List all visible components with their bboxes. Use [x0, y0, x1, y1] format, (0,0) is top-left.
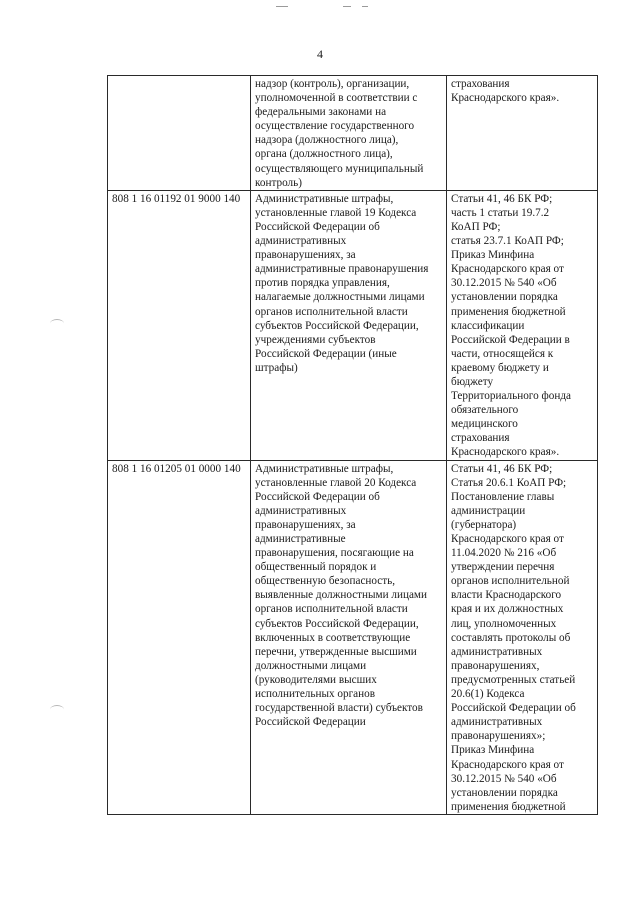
cell-text-line: установлении порядка: [451, 786, 558, 799]
cell-text-line: Российской Федерации (иные: [255, 347, 397, 360]
cell-text-line: Административные штрафы,: [255, 192, 394, 205]
cell-text-line: правонарушения, посягающие на: [255, 547, 414, 560]
cell-text-line: Административные штрафы,: [255, 462, 394, 475]
cell-text-line: уполномоченной в соответствии с: [255, 92, 418, 105]
scan-artifact: [362, 6, 368, 7]
cell-text-line: административных: [451, 716, 543, 729]
cell-text-line: общественную безопасность,: [255, 575, 396, 588]
cell-text-line: административных: [451, 645, 543, 658]
cell-text-line: часть 1 статьи 19.7.2: [451, 206, 550, 219]
cell-text-line: органа (должностного лица),: [255, 148, 393, 161]
cell-text-line: субъектов Российской Федерации,: [255, 617, 419, 630]
budget-classification-table: [107, 75, 598, 815]
cell-text-line: применения бюджетной: [451, 800, 566, 813]
cell-text-line: установленные главой 19 Кодекса: [255, 206, 417, 219]
cell-text-line: Российской Федерации об: [255, 220, 380, 233]
cell-text-line: федеральными законами на: [255, 106, 387, 119]
cell-text-line: 30.12.2015 № 540 «Об: [451, 772, 557, 785]
cell-text-line: правонарушениях, за: [255, 249, 356, 262]
cell-text-line: статья 23.7.1 КоАП РФ;: [451, 235, 564, 248]
row-code: 808 1 16 01192 01 9000 140: [108, 190, 251, 460]
row-description: [251, 76, 447, 191]
cell-text-line: штрафы): [255, 361, 298, 374]
cell-text-line: субъектов Российской Федерации,: [255, 319, 419, 332]
cell-text-line: страхования: [451, 432, 510, 445]
cell-text-line: установленные главой 20 Кодекса: [255, 476, 417, 489]
cell-text-line: установлении порядка: [451, 291, 558, 304]
cell-text-line: правонарушениях, за: [255, 518, 356, 531]
cell-text-line: Российской Федерации: [255, 716, 366, 729]
cell-text-line: Статьи 41, 46 БК РФ;: [451, 192, 553, 205]
cell-text-line: надзора (должностного лица),: [255, 134, 399, 147]
cell-text-line: против порядка управления,: [255, 277, 390, 290]
cell-text-line: надзор (контроль), организации,: [255, 78, 410, 90]
row-legal-basis: [447, 190, 598, 460]
cell-text-line: осуществление государственного: [255, 120, 415, 133]
cell-text-line: власти Краснодарского: [451, 589, 562, 602]
cell-text-line: Статья 20.6.1 КоАП РФ;: [451, 476, 567, 489]
row-legal-basis: [447, 460, 598, 814]
row-legal-basis: [447, 76, 598, 191]
cell-text-line: страхования: [451, 78, 510, 90]
page-number: 4: [317, 47, 323, 61]
cell-text-line: Краснодарского края от: [451, 533, 564, 545]
cell-text-line: Краснодарского края».: [451, 92, 560, 105]
cell-text-line: Российской Федерации об: [255, 490, 380, 503]
table-row: [108, 76, 598, 191]
cell-text-line: административных: [255, 504, 347, 517]
cell-text-line: Территориального фонда: [451, 390, 571, 403]
cell-text-line: Приказ Минфина: [451, 744, 535, 757]
cell-text-line: (губернатора): [451, 518, 517, 531]
cell-text-line: применения бюджетной: [451, 305, 566, 318]
cell-text-line: части, относящейся к: [451, 347, 554, 360]
cell-text-line: Краснодарского края от: [451, 263, 564, 276]
cell-text-line: 30.12.2015 № 540 «Об: [451, 277, 557, 290]
cell-text-line: выявленные должностными лицами: [255, 589, 428, 602]
cell-text-line: лиц, уполномоченных: [451, 617, 557, 630]
cell-text-line: перечни, утвержденные высшими: [255, 645, 417, 658]
cell-text-line: осуществляющего муниципальный: [255, 162, 424, 175]
row-code: 808 1 16 01205 01 0000 140: [108, 460, 251, 814]
scan-artifact: [343, 6, 351, 7]
cell-text-line: должностными лицами: [255, 659, 367, 672]
row-description: [251, 190, 447, 460]
cell-text-line: бюджету: [451, 375, 494, 388]
cell-text-line: административные правонарушения: [255, 263, 429, 276]
cell-text-line: краевому бюджету и: [451, 361, 549, 374]
cell-text-line: органов исполнительной: [451, 575, 570, 588]
cell-text-line: составлять протоколы об: [451, 631, 571, 644]
row-description: [251, 460, 447, 814]
hole-punch-mark: [50, 705, 64, 714]
cell-text-line: 11.04.2020 № 216 «Об: [451, 547, 557, 560]
cell-text-line: налагаемые должностными лицами: [255, 291, 425, 304]
cell-text-line: Приказ Минфина: [451, 249, 535, 262]
cell-text-line: правонарушениях»;: [451, 730, 546, 743]
cell-text-line: Российской Федерации об: [451, 702, 576, 715]
cell-text-line: исполнительных органов: [255, 688, 375, 701]
cell-text-line: Российской Федерации в: [451, 333, 570, 346]
cell-text-line: (руководителями высших: [255, 673, 377, 686]
cell-text-line: Постановление главы: [451, 490, 555, 503]
cell-text-line: утверждении перечня: [451, 561, 555, 574]
cell-text-line: Краснодарского края».: [451, 446, 560, 459]
cell-text-line: административных: [255, 235, 347, 248]
cell-text-line: включенных в соответствующие: [255, 631, 411, 644]
table-row: [108, 190, 598, 460]
cell-text-line: административные: [255, 533, 346, 545]
scan-artifact: [276, 6, 288, 7]
cell-text-line: 20.6(1) Кодекса: [451, 688, 525, 701]
cell-text-line: Статьи 41, 46 БК РФ;: [451, 462, 553, 475]
cell-text-line: администрации: [451, 504, 526, 517]
cell-text-line: медицинского: [451, 418, 518, 431]
cell-text-line: общественный порядок и: [255, 561, 377, 574]
cell-text-line: правонарушениях,: [451, 659, 540, 672]
cell-text-line: органов исполнительной власти: [255, 603, 408, 616]
cell-text-line: предусмотренных статьей: [451, 673, 576, 686]
cell-text-line: государственной власти) субъектов: [255, 702, 423, 715]
cell-text-line: органов исполнительной власти: [255, 305, 408, 318]
cell-text-line: обязательного: [451, 404, 519, 417]
row-code: [108, 76, 251, 191]
hole-punch-mark: [50, 319, 64, 328]
cell-text-line: Краснодарского края от: [451, 758, 564, 771]
table-row: [108, 460, 598, 814]
cell-text-line: края и их должностных: [451, 603, 564, 616]
cell-text-line: контроль): [255, 176, 302, 189]
cell-text-line: КоАП РФ;: [451, 220, 501, 233]
cell-text-line: классификации: [451, 319, 525, 332]
cell-text-line: учреждениями субъектов: [255, 333, 376, 346]
